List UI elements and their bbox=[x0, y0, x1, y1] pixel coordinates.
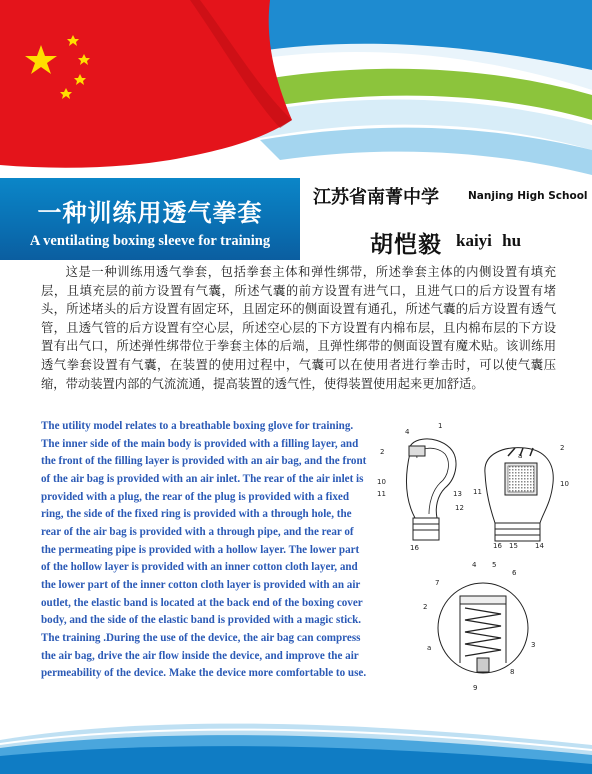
fig2-label: 10 bbox=[560, 480, 569, 488]
fig1-label: 13 bbox=[453, 490, 462, 498]
fig3-label: 5 bbox=[492, 561, 497, 569]
abstract-chinese: 这是一种训练用透气拳套，包括拳套主体和弹性绑带，所述拳套主体的内侧设置有填充层，且填充层的前方设置有气囊，所述气囊的前方设置有进气口，且进气口的后方设置有堵头，所述堵头的后方设置有固定环，且固定环的侧面设置有通孔，所述气囊的后方设置有透气管，且透气管的后方设置有空心层，所述空心层的下方设置有内棉布层，且内棉布层的下方设置有出气口，所述弹性绑带位于拳套主体的后端，且弹性绑带的侧面设置有魔术贴。该训练用透气拳套设置有气囊，在装置的使用过程中，气囊可以在使用者进行拳击时，可以使气囊压缩，带动装置内部的气流流通，提高装置的透气性，使得装置使用起来更加舒适。 bbox=[41, 265, 556, 391]
title-chinese: 一种训练用透气拳套 bbox=[37, 198, 263, 227]
abstract-english: The utility model relates to a breathable boxing glove for training. The inner side of the main body is provided with a filling layer, and the front of the filling layer is provided with an air bag, and the front of the air bag is provided with an air inlet. The rear of the air inlet is provided with a plug, the rear of the plug is provided with a fixed ring, the side of the fixed ring is provided with a through hole, the rear of the air bag is provided with a through pipe, and the rear of the permeating pipe is provided with a hollow layer. The lower part of the hollow layer is provided with an inner cotton cloth layer, and the lower part of the inner cotton cloth layer is provided with an air outlet, the elastic band is located at the back end of the boxing cover body, and the side of the elastic band is provided with a magic stick. The training .During the use of the device, the air bag can compress the air bag, drive the air flow inside the device, and improve the air permeability of the device. Make the device more comfortable to use. bbox=[41, 420, 367, 680]
fig1-label: 10 bbox=[377, 478, 386, 486]
fig3-label: 6 bbox=[512, 569, 517, 577]
author-name-english: kaiyi hu bbox=[456, 231, 522, 250]
fig3-label: a bbox=[427, 644, 432, 652]
patent-figures bbox=[365, 418, 575, 698]
fig2-label: a bbox=[518, 452, 523, 460]
school-name-english: Nanjing High School bbox=[468, 190, 588, 202]
figure-detail-circle bbox=[438, 583, 528, 673]
fig2-label: 2 bbox=[560, 444, 565, 452]
fig3-label: 8 bbox=[510, 668, 515, 676]
fig1-label: 12 bbox=[455, 504, 464, 512]
fig2-label: 16 bbox=[493, 542, 502, 550]
fig3-label: 2 bbox=[423, 603, 428, 611]
fig1-label: 2 bbox=[380, 448, 385, 456]
figure-labels bbox=[377, 422, 569, 692]
author-name-chinese: 胡恺毅 bbox=[370, 231, 442, 258]
figure-glove-front bbox=[485, 448, 553, 541]
fig1-label: 4 bbox=[405, 428, 410, 436]
chinese-flag bbox=[0, 0, 300, 185]
fig1-label: 11 bbox=[377, 490, 386, 498]
figure-glove-side bbox=[406, 439, 456, 540]
fig2-label: 14 bbox=[535, 542, 544, 550]
fig3-label: 7 bbox=[435, 579, 440, 587]
fig1-label: 1 bbox=[438, 422, 443, 430]
fig2-label: 15 bbox=[509, 542, 518, 550]
fig2-label: 11 bbox=[473, 488, 482, 496]
fig3-label: 9 bbox=[473, 684, 478, 692]
fig1-label: 16 bbox=[410, 544, 419, 552]
fig3-label: 4 bbox=[472, 561, 477, 569]
fig3-label: 3 bbox=[531, 641, 536, 649]
title-english: A ventilating boxing sleeve for training bbox=[29, 233, 271, 249]
bottom-decoration bbox=[0, 700, 592, 774]
school-name-chinese: 江苏省南菁中学 bbox=[313, 187, 439, 208]
